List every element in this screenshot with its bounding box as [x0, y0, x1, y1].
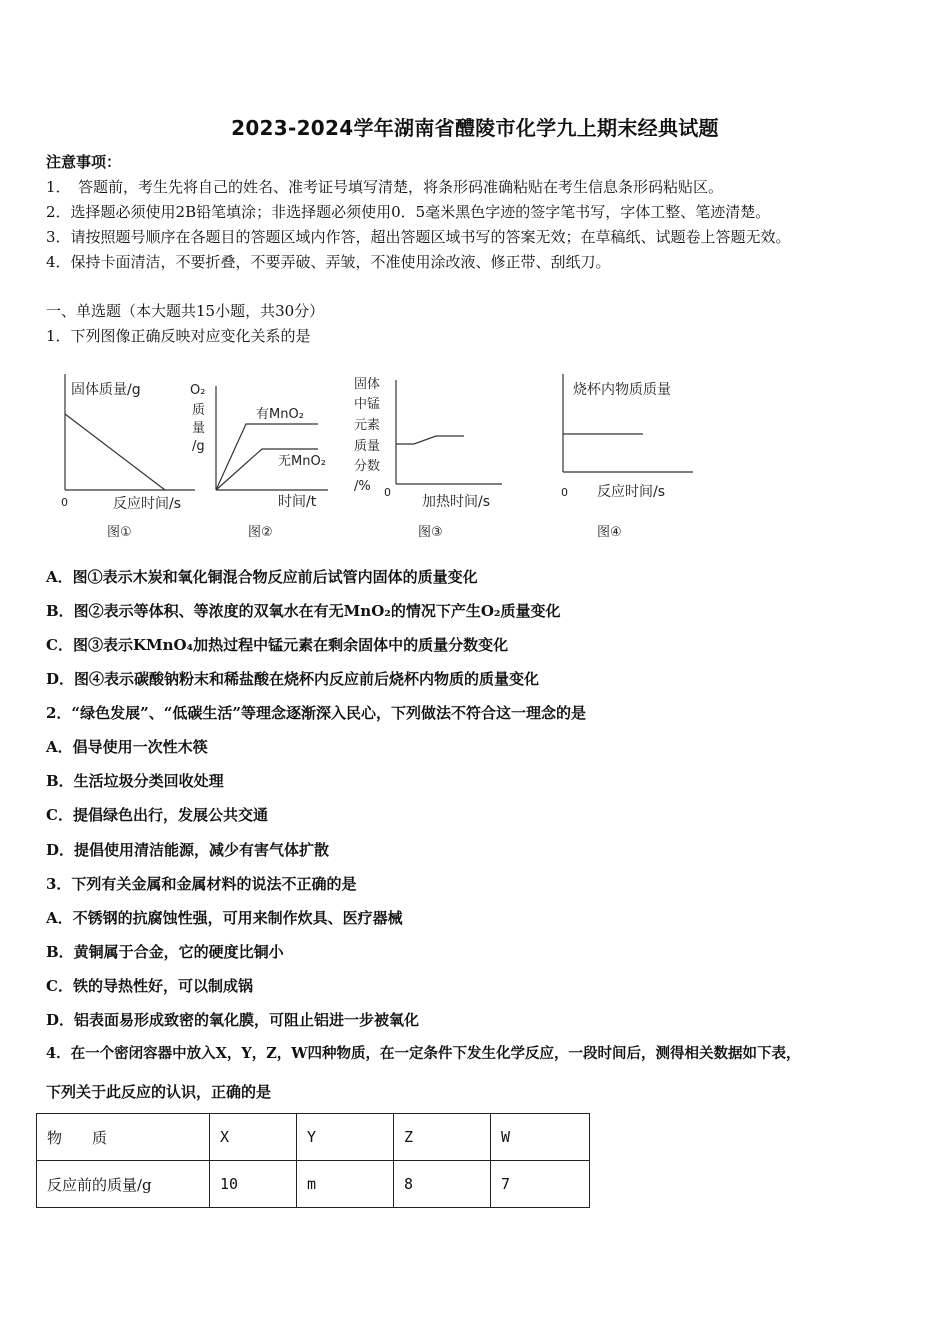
figure-caption: 图①	[107, 525, 132, 540]
option-d: D．铝表面易形成致密的氧化膜，可阻止铝进一步被氧化	[46, 1011, 420, 1029]
option-a: A．图①表示木炭和氧化铜混合物反应前后试管内固体的质量变化	[46, 568, 478, 586]
option-c: C．铁的导热性好，可以制成锅	[46, 977, 253, 995]
figure-caption: 图②	[248, 525, 273, 540]
question-stem-continued: 下列关于此反应的认识，正确的是	[46, 1083, 272, 1101]
y-axis-label: O₂	[190, 383, 206, 398]
curve-label: 有MnO₂	[256, 407, 304, 422]
option-d: D．提倡使用清洁能源，减少有害气体扩散	[46, 841, 330, 859]
option-a: A．倡导使用一次性木筷	[46, 738, 208, 756]
table-cell: 物 质	[37, 1114, 210, 1161]
y-axis-label: 元素	[354, 418, 381, 433]
origin-label: 0	[384, 486, 391, 499]
curve-label: 无MnO₂	[278, 454, 326, 469]
table-row	[37, 1161, 590, 1208]
question-stem: 2．“绿色发展”、“低碳生活”等理念逐渐深入民心，下列做法不符合这一理念的是	[46, 704, 586, 722]
option-d: D．图④表示碳酸钠粉末和稀盐酸在烧杯内反应前后烧杯内物质的质量变化	[46, 670, 540, 688]
notice-item: 3．请按照题号顺序在各题目的答题区域内作答，超出答题区域书写的答案无效；在草稿纸、试题卷上答题无效。	[46, 228, 791, 246]
option-a: A．不锈钢的抗腐蚀性强，可用来制作炊具、医疗器械	[46, 909, 403, 927]
y-axis-label: 分数	[354, 459, 381, 474]
question-stem: 3．下列有关金属和金属材料的说法不正确的是	[46, 875, 357, 893]
figure-4	[553, 372, 713, 546]
y-axis-label: /%	[354, 479, 371, 494]
y-axis-label: 固体	[354, 377, 381, 392]
table-cell: Z	[394, 1114, 491, 1161]
option-b: B．图②表示等体积、等浓度的双氧水在有无MnO₂的情况下产生O₂质量变化	[46, 602, 561, 620]
figure-1	[55, 372, 205, 546]
data-line	[396, 436, 464, 444]
y-axis-label: 质量	[354, 439, 381, 454]
y-axis-label: 固体质量/g	[71, 382, 141, 398]
y-axis-label: 质	[192, 403, 206, 418]
y-axis-label: 烧杯内物质质量	[573, 382, 671, 398]
option-c: C．图③表示KMnO₄加热过程中锰元素在剩余固体中的质量分数变化	[46, 636, 509, 654]
table-cell: 10	[210, 1161, 297, 1208]
x-axis-label: 反应时间/s	[597, 484, 666, 500]
data-table	[36, 1113, 590, 1208]
option-b: B．黄铜属于合金，它的硬度比铜小	[46, 943, 284, 961]
section-heading: 一、单选题（本大题共15小题，共30分）	[46, 302, 325, 320]
table-cell: 反应前的质量/g	[37, 1161, 210, 1208]
page-title: 2023-2024学年湖南省醴陵市化学九上期末经典试题	[231, 116, 719, 140]
notice-item: 2．选择题必须使用2B铅笔填涂；非选择题必须使用0．5毫米黑色字迹的签字笔书写，字体工整、笔迹清楚。	[46, 203, 771, 221]
y-axis-label: 量	[192, 421, 206, 436]
table-cell: Y	[297, 1114, 394, 1161]
option-c: C．提倡绿色出行，发展公共交通	[46, 806, 268, 824]
notice-item: 1． 答题前，考生先将自己的姓名、准考证号填写清楚，将条形码准确粘贴在考生信息条形码粘贴区。	[46, 178, 724, 196]
option-b: B．生活垃圾分类回收处理	[46, 772, 224, 790]
table-cell: X	[210, 1114, 297, 1161]
x-axis-label: 反应时间/s	[113, 496, 182, 512]
table-cell: W	[491, 1114, 590, 1161]
origin-label: 0	[561, 486, 568, 499]
figure-3	[352, 372, 512, 546]
table-cell: m	[297, 1161, 394, 1208]
question-stem: 1．下列图像正确反映对应变化关系的是	[46, 327, 311, 345]
figure-caption: 图④	[597, 525, 622, 540]
y-axis-label: 中锰	[354, 397, 381, 412]
x-axis-label: 时间/t	[278, 494, 317, 510]
notice-heading: 注意事项：	[46, 153, 122, 171]
table-cell: 7	[491, 1161, 590, 1208]
table-header-row	[37, 1114, 590, 1161]
notice-item: 4．保持卡面清洁，不要折叠，不要弄破、弄皱，不准使用涂改液、修正带、刮纸刀。	[46, 253, 611, 271]
figure-2	[188, 372, 338, 546]
question-stem: 4．在一个密闭容器中放入X，Y，Z，W四种物质，在一定条件下发生化学反应，一段时间后，测得相关数据如下表，	[46, 1045, 801, 1062]
figure-caption: 图③	[418, 525, 443, 540]
origin-label: 0	[61, 496, 68, 509]
x-axis-label: 加热时间/s	[422, 494, 491, 510]
table-cell: 8	[394, 1161, 491, 1208]
y-axis-label: /g	[192, 439, 205, 454]
data-line	[65, 414, 165, 490]
